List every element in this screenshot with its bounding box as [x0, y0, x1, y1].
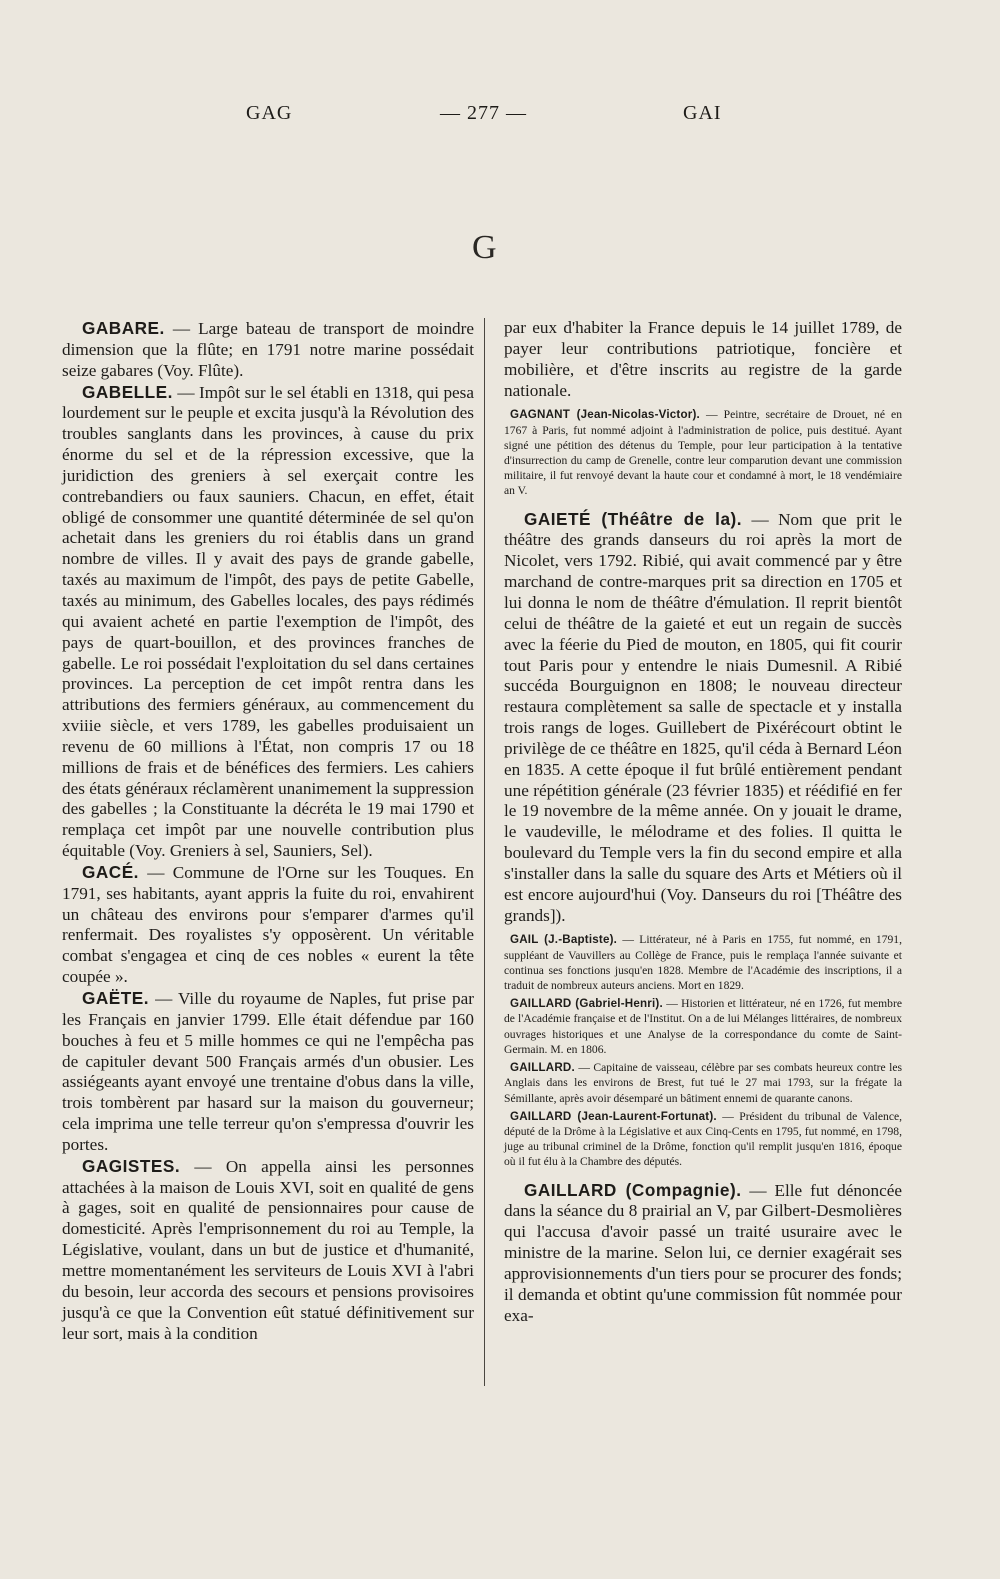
running-head-right: GAI [683, 102, 722, 124]
entry-text: — Commune de l'Orne sur les Touques. En 1791, ses habitants, ayant appris la fuite du roi, envahirent un château des environs pour s'emparer d'armes qu'il renfermait. Des royalistes s'y opposèrent. Un véritable combat s'engagea et cinq de ces nobles « eurent la tête coupée ». [62, 862, 474, 987]
continuation-text: par eux d'habiter la France depuis le 14 juillet 1789, de payer leur contributions patriotique, foncière et mobilière, et d'être inscrits au registre de la garde nationale. [504, 318, 902, 400]
entry-gace [62, 862, 474, 988]
page-number: — 277 — [440, 102, 527, 124]
headword: GAILLARD. [510, 1061, 575, 1075]
entry-gagistes [62, 1156, 474, 1345]
column-divider [484, 318, 485, 1386]
entry-gaillard [504, 1060, 902, 1106]
headword: GACÉ. [82, 861, 139, 882]
entry-text: — Nom que prit le théâtre des grands danseurs du roi après la mort de Nicolet, vers 1792. Ribié, qui avait commencé par y être marchand de contre-marques prit sa direction en 1705 et lui donna le nom de théâtre d'émulation. Il reprit bientôt celui de théâtre de la gaieté et eut un regain de succès avec la féerie du Pied de mouton, en 1805, qui fit courir tout Paris pour y entendre le niais Dumesnil. A Ribié succéda Bourguignon en 1808; le nouveau directeur restaura complètement sa salle de spectacle et y installa trois rangs de loges. Guillebert de Pixérécourt obtint le privilège de ce théâtre en 1825, qu'il céda à Bernard Léon en 1835. A cette époque il fut brûlé entièrement pendant une répétition générale (23 février 1835) et réédifié en fer le 19 novembre de la même année. On y jouait le drame, le vaudeville, le mélodrame et des folies. Il quitta le boulevard du Temple vers la fin du second empire et alla s'installer dans la salle du square des Arts et Métiers où il est encore aujourd'hui (Voy. Danseurs du roi [Théâtre des grands]). [504, 509, 902, 925]
entry-text: — Ville du royaume de Naples, fut prise par les Français en janvier 1799. Elle était défendue par 160 bouches à feu et 5 mille hommes ce qui ne l'empêcha pas de capituler devant 500 Français armés d'un obusier. Les assiégeants ayant envoyé une trentaine d'obus dans la ville, trois tombèrent par hasard sur la maison du gouverneur; cela imprima une telle terreur qu'on s'empressa d'ouvrir les portes. [62, 989, 474, 1154]
entry-gaillard-compagnie [504, 1180, 902, 1327]
entry-text: — Peintre, secrétaire de Drouet, né en 1767 à Paris, fut nommé adjoint à l'administration de police, puis destitué. Ayant signé une pétition des détenus du Temple, pour leur participation à la tentative d'insurrection du camp de Grenelle, contre leur comparution devant une commission militaire, il fut renvoyé devant la haute cour et condamné à mort, le 18 vendémiaire an V. [504, 408, 902, 498]
entry-gaillard-jean [504, 1109, 902, 1170]
headword: GAILLARD (Jean-Laurent-Fortunat). [510, 1109, 717, 1123]
entry-text: — On appella ainsi les personnes attachées à la maison de Louis XVI, soit en qualité de gens à gages, soit en qualité de pensionnaires pour cause de domesticité. Après l'emprisonnement du roi au Temple, la Législative, voulant, dans un but de justice et d'humanité, mettre momentanément les serviteurs de Louis XVI à l'abri du besoin, leur accorda des secours et pensions provisoires jusqu'à ce que la Convention eût statué définitivement sur leur sort, mais à la condition [62, 1156, 474, 1343]
entry-text: — Littérateur, né à Paris en 1755, fut nommé, en 1791, suppléant de Vauvillers au Collège de France, puis le remplaça l'année suivante et continua ses fonctions jusqu'en 1828. Membre de l'Académie des inscriptions, il a traduit de nombreux auteurs anciens. Mort en 1829. [504, 933, 902, 993]
entry-text: — Capitaine de vaisseau, célèbre par ses combats heureux contre les Anglais dans les environs de Brest, fut tué le 27 mai 1793, sur la frégate la Sémillante, après avoir désemparé un bâtiment ennemi de quarante canons. [504, 1061, 902, 1105]
headword: GAGNANT (Jean-Nicolas-Victor). [510, 408, 700, 422]
headword: GAGISTES. [82, 1155, 181, 1176]
entry-gaete [62, 988, 474, 1156]
entry-text: — Elle fut dénoncée dans la séance du 8 prairial an V, par Gilbert-Desmolières qui l'accusa d'avoir passé un traité usuraire avec le ministre de la marine. Selon lui, ce dernier exagérait ses approvisionnements d'un tiers pour se procurer des fonds; il demanda et obtint qu'une commission fût nommée pour exa- [504, 1180, 902, 1325]
entry-gabelle [62, 382, 474, 862]
headword: GABELLE. [82, 381, 173, 402]
entry-gagnant [504, 407, 902, 498]
headword: GAIL (J.-Baptiste). [510, 933, 618, 947]
running-head-left: GAG [246, 102, 293, 124]
headword: GAËTE. [82, 988, 149, 1008]
headword: GABARE. [82, 318, 165, 338]
headword: GAIETÉ (Théâtre de la). [524, 508, 743, 529]
headword: GAILLARD (Gabriel-Henri). [510, 997, 663, 1011]
left-column [62, 318, 474, 1344]
entry-text: — Historien et littérateur, né en 1726, fut membre de l'Académie française et de l'Institut. On a de lui Mélanges littéraires, de nombreux ouvrages historiques et une Analyse de la correspondance du comte de Saint-Germain. M. en 1806. [504, 997, 902, 1056]
entry-gaiete [504, 509, 902, 927]
entry-gail [504, 932, 902, 993]
entry-text: — Impôt sur le sel établi en 1318, qui pesa lourdement sur le peuple et excita jusqu'à la Révolution des troubles sanglants dans les provinces, à cause du prix énorme du sel et de la répression excessive, que la juridiction des greniers à sel exerçait contre les contrebandiers ou faux sauniers. Chacun, en effet, était obligé de consommer une quantité déterminée de sel qu'on achetait dans les greniers du roi établis dans un grand nombre de villes. Il y avait des pays de grande gabelle, taxés au maximum de l'impôt, des pays de petite Gabelle, taxés au minimum, des Gabelles locales, des pays rédimés qui avaient acheté en partie l'exemption de l'impôt, des pays de quart-bouillon, et des provinces franches de gabelle. Le roi possédait l'exploitation du sel dans certaines provinces. La perception de cet impôt rentra dans les attributions des fermiers généraux, au commencement du xviiie siècle, et vers 1789, les gabelles produisaient un revenu de 60 millions à l'État, non compris 17 ou 18 millions de frais et de bénéfices des fermiers. Les cahiers des états généraux réclamèrent unanimement la suppression des gabelles ; la Constituante la décréta le 19 mai 1790 et remplaça cet impôt par une nouvelle contribution plus équitable (Voy. Greniers à sel, Sauniers, Sel). [62, 382, 474, 861]
entry-text: — Président du tribunal de Valence, député de la Drôme à la Législative et aux Cinq-Cents en 1795, fut nommé, en 1798, juge au tribunal criminel de la Drôme, fonction qu'il remplit jusqu'en 1816, époque où il fut élu à la Chambre des députés. [504, 1109, 903, 1169]
right-column [504, 318, 902, 1326]
entry-gabare [62, 318, 474, 382]
section-letter: G [472, 229, 497, 266]
entry-text: — Large bateau de transport de moindre dimension que la flûte; en 1791 notre marine possédait seize gabares (Voy. Flûte). [62, 319, 474, 380]
headword: GAILLARD (Compagnie). [524, 1179, 742, 1200]
entry-gaillard-gabriel [504, 996, 902, 1057]
